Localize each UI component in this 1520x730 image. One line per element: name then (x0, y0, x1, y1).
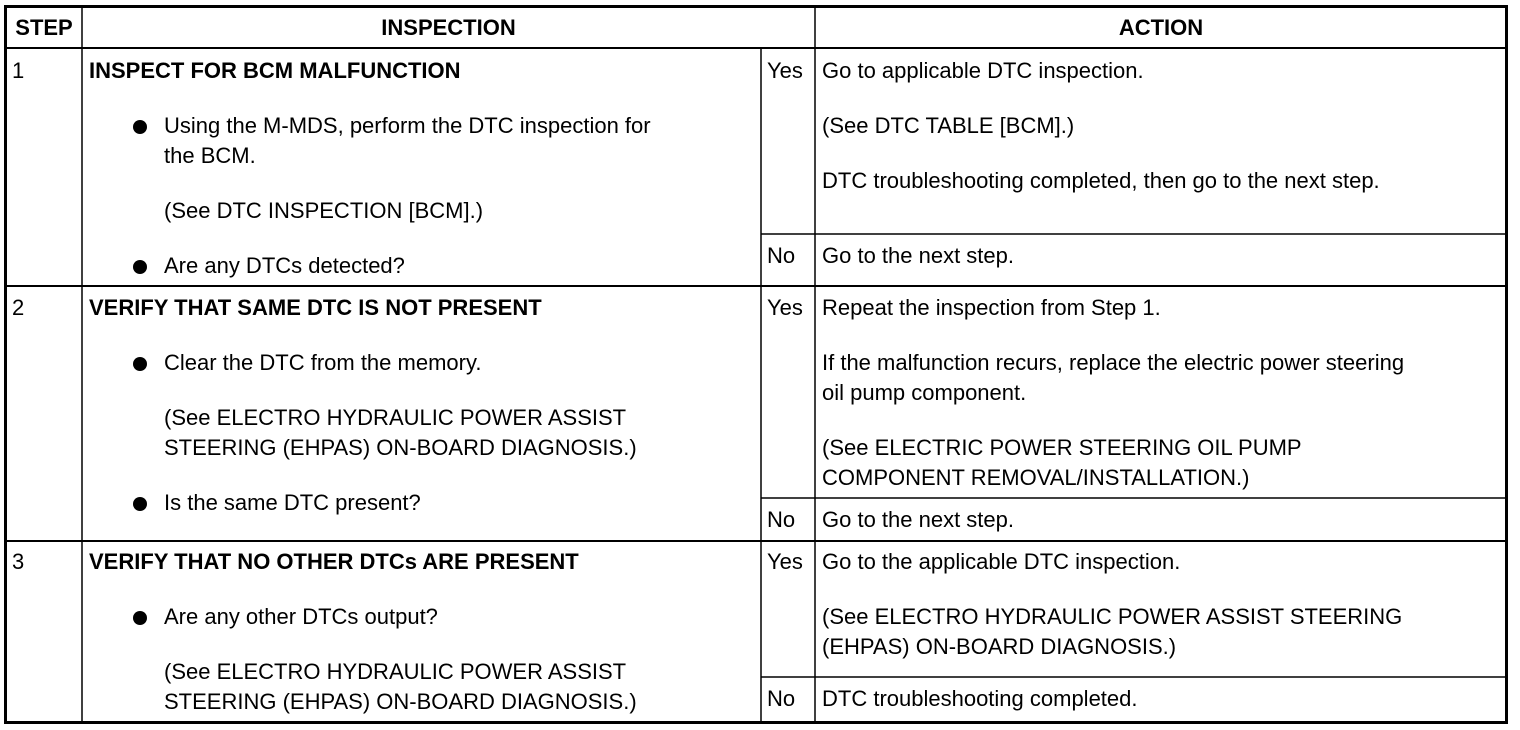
action-text: oil pump component. (822, 380, 1027, 405)
action-text: (See ELECTRO HYDRAULIC POWER ASSIST STEERING (822, 604, 1403, 629)
step-number: 2 (12, 295, 25, 320)
action-text: If the malfunction recurs, replace the electric power steering (822, 350, 1405, 375)
bullet-icon (133, 497, 147, 511)
no-label: No (767, 507, 796, 532)
bullet-text: Are any DTCs detected? (164, 253, 405, 278)
step-number: 1 (12, 58, 25, 83)
action-text: Go to the next step. (822, 507, 1015, 532)
header-step: STEP (15, 15, 73, 40)
action-text: (See ELECTRIC POWER STEERING OIL PUMP (822, 435, 1302, 460)
header-inspection: INSPECTION (381, 15, 516, 40)
action-text: DTC troubleshooting completed, then go to the next step. (822, 168, 1380, 193)
bullet-text: Clear the DTC from the memory. (164, 350, 482, 375)
reference-text: (See DTC INSPECTION [BCM].) (164, 198, 484, 223)
reference-text: STEERING (EHPAS) ON-BOARD DIAGNOSIS.) (164, 689, 637, 714)
yes-label: Yes (767, 58, 803, 83)
action-text: COMPONENT REMOVAL/INSTALLATION.) (822, 465, 1250, 490)
reference-text: (See ELECTRO HYDRAULIC POWER ASSIST (164, 405, 627, 430)
action-text: Repeat the inspection from Step 1. (822, 295, 1161, 320)
bullet-text: Using the M-MDS, perform the DTC inspection for (164, 113, 651, 138)
bullet-text: Are any other DTCs output? (164, 604, 438, 629)
action-text: DTC troubleshooting completed. (822, 686, 1138, 711)
bullet-text: the BCM. (164, 143, 256, 168)
bullet-icon (133, 260, 147, 274)
action-text: Go to the next step. (822, 243, 1015, 268)
header-action: ACTION (1118, 15, 1204, 40)
reference-text: (See ELECTRO HYDRAULIC POWER ASSIST (164, 659, 627, 684)
step-number: 3 (12, 549, 25, 574)
reference-text: STEERING (EHPAS) ON-BOARD DIAGNOSIS.) (164, 435, 637, 460)
bullet-icon (133, 357, 147, 371)
yes-label: Yes (767, 295, 803, 320)
action-text: Go to the applicable DTC inspection. (822, 549, 1181, 574)
action-text: (See DTC TABLE [BCM].) (822, 113, 1075, 138)
step-title: VERIFY THAT NO OTHER DTCs ARE PRESENT (89, 549, 579, 574)
bullet-text: Is the same DTC present? (164, 490, 421, 515)
no-label: No (767, 243, 796, 268)
bullet-icon (133, 120, 147, 134)
yes-label: Yes (767, 549, 803, 574)
bullet-icon (133, 611, 147, 625)
step-title: INSPECT FOR BCM MALFUNCTION (89, 58, 461, 83)
action-text: (EHPAS) ON-BOARD DIAGNOSIS.) (822, 634, 1177, 659)
step-title: VERIFY THAT SAME DTC IS NOT PRESENT (89, 295, 542, 320)
action-text: Go to applicable DTC inspection. (822, 58, 1144, 83)
no-label: No (767, 686, 796, 711)
